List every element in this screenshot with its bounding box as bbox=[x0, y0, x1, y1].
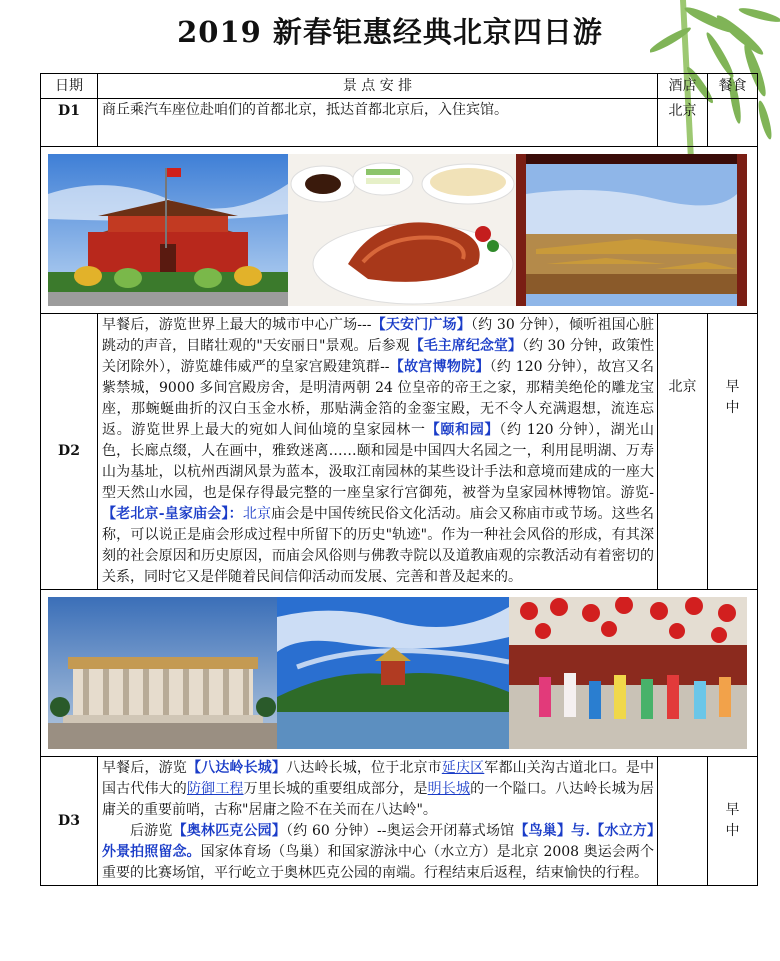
day2-label: D2 bbox=[41, 314, 98, 590]
mausoleum-photo bbox=[48, 597, 277, 749]
itinerary-table bbox=[40, 73, 758, 886]
olympic-park-highlight: 【奥林匹克公园】 bbox=[172, 823, 287, 839]
photo-row-2 bbox=[41, 590, 758, 757]
day1-meal bbox=[708, 99, 758, 147]
temple-fair-highlight: 【老北京-皇家庙会】： bbox=[102, 506, 243, 522]
forbidden-city-photo bbox=[516, 154, 747, 306]
palace-museum-highlight: 【故宫博物院】 bbox=[389, 359, 490, 375]
day2-row bbox=[41, 314, 758, 590]
header-meal: 餐食 bbox=[708, 74, 758, 99]
day1-description: 商丘乘汽车座位赴咱们的首都北京，抵达首都北京后，入住宾馆。 bbox=[98, 99, 658, 147]
day1-row bbox=[41, 99, 758, 147]
day2-text-3: （约 30 分钟，政策性关闭除外），游览雄伟威严的皇家宫殿建筑群-- bbox=[102, 338, 654, 375]
day2-text-2: （约 30 分钟），倾听祖国心脏跳动的声音，目睹壮观的"天安丽日"景观。后参观 bbox=[102, 317, 654, 354]
summer-palace-photo bbox=[277, 597, 509, 749]
header-schedule: 景 点 安 排 bbox=[98, 74, 658, 99]
header-hotel: 酒店 bbox=[658, 74, 708, 99]
day2-text-6: 庙会是中国传统民俗文化活动。庙会又称庙市或节场。这些名称，可以说正是庙会形成过程中所留下的历史"轨迹"。作为一种社会风俗的形成，有其深刻的社会原因和历史原因，而庙会风俗则与佛教寺院以及道教庙观的宗教活动有着密切的关系，同时它又是伴随着民间信仰活动而发展、完善和普及起来的。 bbox=[102, 506, 655, 585]
day2-meal-lunch: 中 bbox=[725, 400, 740, 416]
day3-text-5: 的一个隘口。八达岭长城为居庸关的重要前哨，古称"居庸之险不在关而在八达岭"。 bbox=[102, 781, 655, 818]
day3-meal bbox=[708, 757, 758, 886]
day1-hotel: 北京 bbox=[658, 99, 708, 147]
birds-nest-water-cube-highlight: 【鸟巢】与.【水立方】外景拍照留念。 bbox=[102, 823, 655, 860]
roast-duck-photo bbox=[288, 154, 516, 306]
mausoleum-highlight: 【毛主席纪念堂】 bbox=[409, 338, 522, 354]
day2-description bbox=[98, 314, 658, 590]
beijing-link[interactable]: 北京 bbox=[242, 506, 272, 522]
temple-fair-photo bbox=[509, 597, 747, 749]
day3-text-2: 八达岭长城，位于北京市 bbox=[286, 760, 442, 776]
day3-text-3: 军都山关沟古道北口。是中国古代伟大的 bbox=[102, 760, 655, 797]
day3-text-8: 国家体育场（鸟巢）和国家游泳中心（水立方）是北京 2008 奥运会两个重要的比赛场馆，平行屹立于奥林匹克公园的南端。行程结束后返程，结束愉快的行程。 bbox=[102, 844, 654, 881]
day2-hotel: 北京 bbox=[658, 314, 708, 590]
day3-text-1: 早餐后，游览 bbox=[102, 760, 187, 776]
tiananmen-photo bbox=[48, 154, 288, 306]
day3-row bbox=[41, 757, 758, 886]
summer-palace-highlight: 【颐和园】 bbox=[425, 422, 500, 438]
badaling-highlight: 【八达岭长城】 bbox=[186, 760, 287, 776]
day3-meal-lunch: 中 bbox=[725, 823, 740, 839]
day3-description bbox=[98, 757, 658, 886]
tiananmen-square-highlight: 【天安门广场】 bbox=[371, 317, 471, 333]
yanqing-link[interactable]: 延庆区 bbox=[441, 760, 485, 776]
day1-label: D1 bbox=[41, 99, 98, 147]
defense-project-link[interactable]: 防御工程 bbox=[186, 781, 244, 797]
day3-hotel bbox=[658, 757, 708, 886]
day3-label: D3 bbox=[41, 757, 98, 886]
photo-row-1 bbox=[41, 147, 758, 314]
day3-text-4: 万里长城的重要组成部分，是 bbox=[243, 781, 428, 797]
day3-meal-breakfast: 早 bbox=[725, 802, 740, 818]
header-row bbox=[41, 74, 758, 99]
day2-text-1: 早餐后，游览世界上最大的城市中心广场--- bbox=[102, 317, 372, 333]
header-date: 日期 bbox=[41, 74, 98, 99]
day2-text-4: （约 120 分钟），故宫又名紫禁城，9000 多间宫殿房舍，是明清两朝 24 位皇帝的帝王之家，那精美绝伦的雕龙宝座，那蜿蜒曲折的汉白玉金水桥，那贴满金箔的金銮宝殿，无不令人充满遐想，流连忘返。游览世界上最大的宛如人间仙境的皇家园林一 bbox=[102, 359, 655, 438]
day2-text-5: （约 120 分钟），湖光山色，长廊点缀，人在画中，雅致迷离……颐和园是中国四大名园之一，利用昆明湖、万寿山为基址，以杭州西湖风景为蓝本，汲取江南园林的某些设计手法和意境而建成的一座大型天然山水园，也是保存得最完整的一座皇家行宫御苑，被誉为皇家园林博物馆。游览- bbox=[102, 422, 655, 501]
day2-meal-breakfast: 早 bbox=[725, 379, 740, 395]
ming-wall-link[interactable]: 明长城 bbox=[427, 781, 471, 797]
day3-text-7: （约 60 分钟）--奥运会开闭幕式场馆 bbox=[286, 823, 515, 839]
day3-text-6: 后游览 bbox=[130, 823, 173, 839]
day2-meal bbox=[708, 314, 758, 590]
page-title: 2019 新春钜惠经典北京四日游 bbox=[177, 15, 603, 49]
